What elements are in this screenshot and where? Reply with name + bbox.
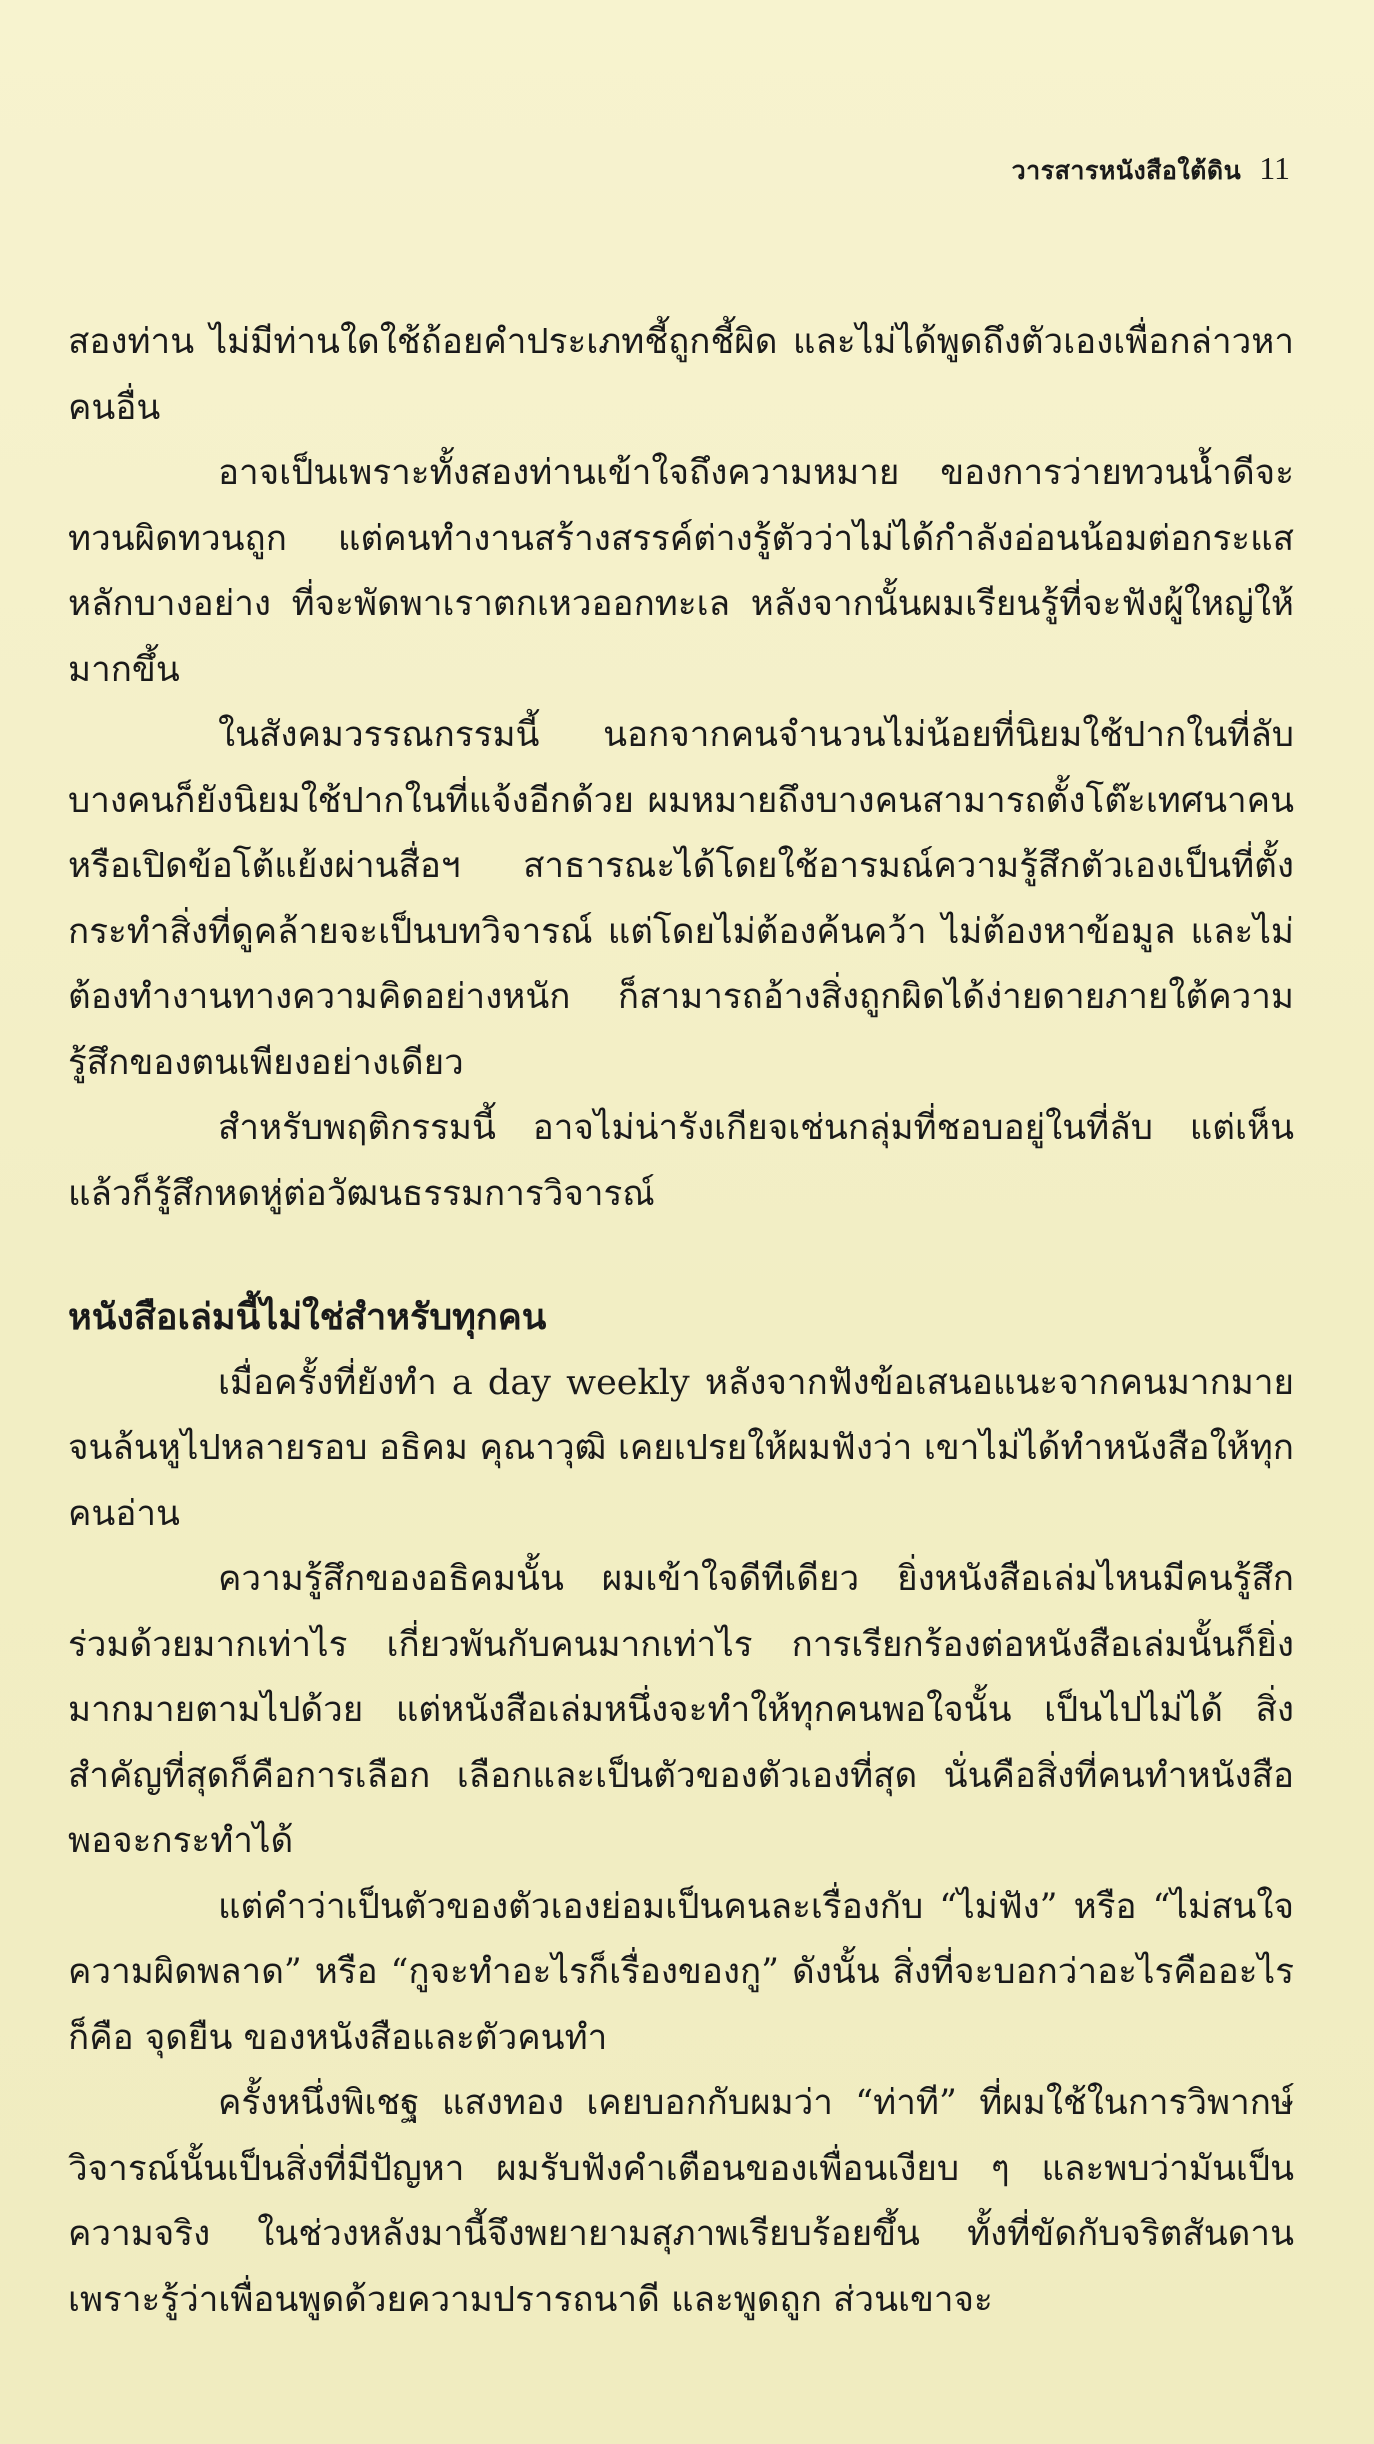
paragraph: ในสังคมวรรณกรรมนี้ นอกจากคนจำนวนไม่น้อยที่นิยมใช้ปากในที่ลับ บางคนก็ยังนิยมใช้ปากในที่แจ้งอีกด้วย ผมหมายถึงบางคนสามารถตั้งโต๊ะเทศนาคน หรือเปิดข้อโต้แย้งผ่านสื่อฯ สาธารณะได้โดยใช้อารมณ์ความรู้สึกตัวเองเป็นที่ตั้ง กระทำสิ่งที่ดูคล้ายจะเป็นบทวิจารณ์ แต่โดยไม่ต้องค้นคว้า ไม่ต้องหาข้อมูล และไม่ต้องทำงานทางความคิดอย่างหนัก ก็สามารถอ้างสิ่งถูกผิดได้ง่ายดายภายใต้ความรู้สึกของตนเพียงอย่างเดียว xyxy=(68,715,1294,1083)
paragraph: ครั้งหนึ่งพิเชฐ แสงทอง เคยบอกกับผมว่า “ท่าที” ที่ผมใช้ในการวิพากษ์วิจารณ์นั้นเป็นสิ่งที่มีปัญหา ผมรับฟังคำเตือนของเพื่อนเงียบ ๆ และพบว่ามันเป็นความจริง ในช่วงหลังมานี้จึงพยายามสุภาพเรียบร้อยขึ้น ทั้งที่ขัดกับจริตสันดาน เพราะรู้ว่าเพื่อนพูดด้วยความปรารถนาดี และพูดถูก ส่วนเขาจะ xyxy=(68,2083,1294,2320)
paragraph: อาจเป็นเพราะทั้งสองท่านเข้าใจถึงความหมาย ของการว่ายทวนน้ำดีจะทวนผิดทวนถูก แต่คนทำงานสร้างสรรค์ต่างรู้ตัวว่าไม่ได้กำลังอ่อนน้อมต่อกระแสหลักบางอย่าง ที่จะพัดพาเราตกเหวออกทะเล หลังจากนั้นผมเรียนรู้ที่จะฟังผู้ใหญ่ให้มากขึ้น xyxy=(68,453,1294,690)
paragraph: เมื่อครั้งที่ยังทำ a day weekly หลังจากฟังข้อเสนอแนะจากคนมากมายจนล้นหูไปหลายรอบ อธิคม คุณาวุฒิ เคยเปรยให้ผมฟังว่า เขาไม่ได้ทำหนังสือให้ทุกคนอ่าน xyxy=(68,1362,1294,1534)
paragraph: แต่คำว่าเป็นตัวของตัวเองย่อมเป็นคนละเรื่องกับ “ไม่ฟัง” หรือ “ไม่สนใจความผิดพลาด” หรือ “กูจะทำอะไรก็เรื่องของกู” ดังนั้น สิ่งที่จะบอกว่าอะไรคืออะไรก็คือ จุดยืน ของหนังสือและตัวคนทำ xyxy=(68,1886,1294,2058)
body-text xyxy=(68,310,1294,2333)
journal-title: วารสารหนังสือใต้ดิน xyxy=(1011,156,1242,185)
paragraph: ความรู้สึกของอธิคมนั้น ผมเข้าใจดีทีเดียว ยิ่งหนังสือเล่มไหนมีคนรู้สึกร่วมด้วยมากเท่าไร เกี่ยวพันกับคนมากเท่าไร การเรียกร้องต่อหนังสือเล่มนั้นก็ยิ่งมากมายตามไปด้วย แต่หนังสือเล่มหนึ่งจะทำให้ทุกคนพอใจนั้น เป็นไปไม่ได้ สิ่งสำคัญที่สุดก็คือการเลือก เลือกและเป็นตัวของตัวเองที่สุด นั่นคือสิ่งที่คนทำหนังสือพอจะกระทำได้ xyxy=(68,1559,1294,1861)
paragraph: สำหรับพฤติกรรมนี้ อาจไม่น่ารังเกียจเช่นกลุ่มที่ชอบอยู่ในที่ลับ แต่เห็นแล้วก็รู้สึกหดหู่ต่อวัฒนธรรมการวิจารณ์ xyxy=(68,1108,1294,1214)
running-header xyxy=(1012,150,1290,191)
section-heading: หนังสือเล่มนี้ไม่ใช่สำหรับทุกคน xyxy=(68,1296,547,1338)
paragraph: สองท่าน ไม่มีท่านใดใช้ถ้อยคำประเภทชี้ถูกชี้ผิด และไม่ได้พูดถึงตัวเองเพื่อกล่าวหาคนอื่น xyxy=(68,322,1294,428)
page-number: 11 xyxy=(1259,150,1290,186)
